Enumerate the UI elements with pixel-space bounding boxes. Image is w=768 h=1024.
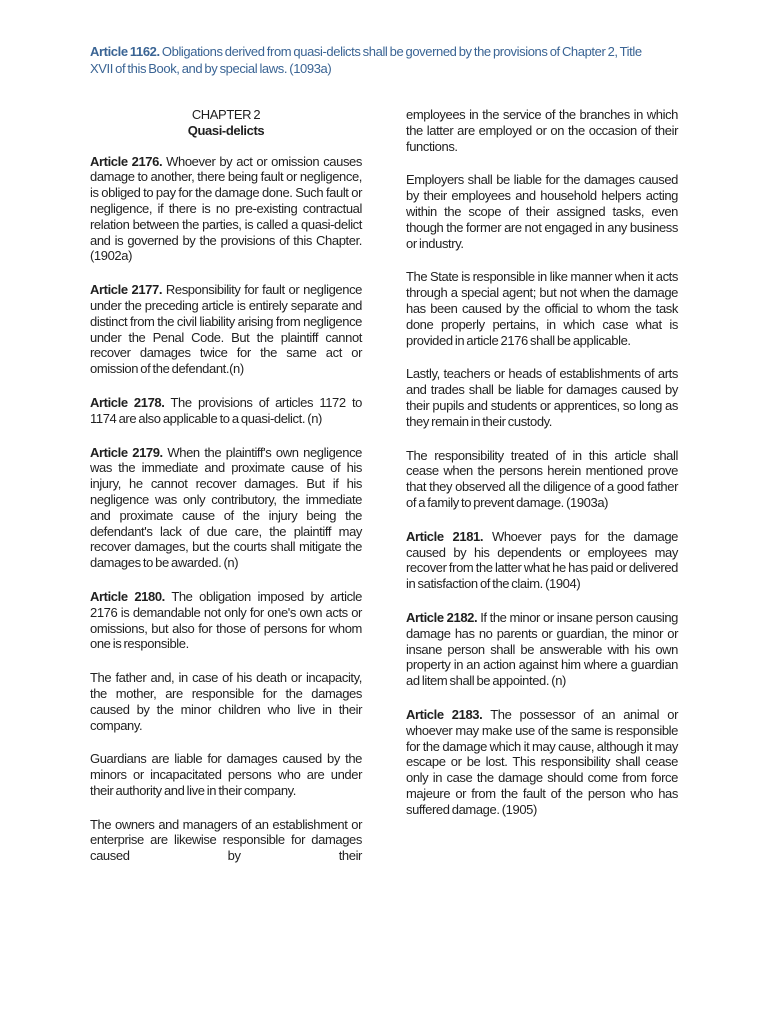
article-1162-label: Article 1162. (90, 44, 160, 59)
article-2180-text: The obligation imposed by article 2176 is demandable not only for one's own acts or omissions, but also for those of persons for whom one is responsible. (90, 588, 362, 652)
article-2181-label: Article 2181. (406, 528, 484, 544)
owners-liability-continued-text: employees in the service of the branches in which the latter are employed or on the occasion of their functions. (406, 107, 678, 154)
article-2176-paragraph (90, 154, 362, 265)
parents-liability-paragraph (90, 670, 362, 733)
owners-liability-continued-paragraph (406, 107, 678, 154)
article-2179-label: Article 2179. (90, 444, 163, 460)
article-2177-text: Responsibility for fault or negligence under the preceding article is entirely separate and distinct from the civil liability arising from negligence under the Penal Code. But the plaintiff cannot recover damages twice for the same act or omission of the defendant.(n) (90, 282, 363, 377)
article-2182-label: Article 2182. (406, 609, 478, 625)
article-2182-text: If the minor or insane person causing damage has no parents or guardian, the minor or insane person shall be answerable with his own property in an action against him where a guardian ad litem shall be appointed. (n) (406, 609, 678, 689)
article-1162-text: Obligations derived from quasi-delicts shall be governed by the provisions of Chapter 2, Title XVII of this Book, and by special laws. (1093a) (90, 44, 642, 76)
left-column (90, 107, 362, 882)
article-2183-label: Article 2183. (406, 706, 483, 722)
article-2176-text: Whoever by act or omission causes damage to another, there being fault or negligence, is obliged to pay for the damage done. Such fault or negligence, if there is no pre-existing contractual relation between the parties, is called a quasi-delict and is governed by the provisions of this Chapter. (1902a) (90, 153, 362, 264)
article-2179-paragraph (90, 445, 362, 571)
right-column (406, 107, 678, 835)
chapter-heading (90, 107, 362, 139)
teachers-liability-paragraph (406, 366, 678, 429)
article-1162-intro (90, 43, 662, 77)
article-2177-label: Article 2177. (90, 282, 163, 298)
chapter-title: Quasi-delicts (187, 122, 265, 138)
diligence-defense-paragraph (406, 448, 678, 511)
article-2180-paragraph (90, 589, 362, 652)
article-2178-text: The provisions of articles 1172 to 1174 are also applicable to a quasi-delict. (n) (90, 394, 363, 426)
article-2181-paragraph (406, 529, 678, 592)
teachers-liability-text: Lastly, teachers or heads of establishments of arts and trades shall be liable for damages caused by their pupils and students or apprentices, so long as they remain in their custody. (406, 366, 678, 429)
guardians-liability-text: Guardians are liable for damages caused by the minors or incapacitated persons who are under their authority and live in their company. (90, 751, 362, 798)
state-liability-paragraph (406, 269, 678, 348)
state-liability-text: The State is responsible in like manner when it acts through a special agent; but not when the damage has been caused by the official to whom the task done properly pertains, in which case what is provided in article 2176 shall be applicable. (406, 269, 678, 348)
owners-liability-text: The owners and managers of an establishment or enterprise are likewise responsible for damages caused by their (90, 816, 362, 864)
article-2178-label: Article 2178. (90, 394, 165, 410)
article-2179-text: When the plaintiff's own negligence was the immediate and proximate cause of his injury, he cannot recover damages. But if his negligence was only contributory, the immediate and proximate cause of the injury being the defendant's lack of due care, the plaintiff may recover damages, but the courts shall mitigate the damages to be awarded. (n) (90, 444, 363, 571)
guardians-liability-paragraph (90, 751, 362, 798)
article-2177-paragraph (90, 282, 362, 377)
article-2181-text: Whoever pays for the damage caused by his dependents or employees may recover from the latter what he has paid or delivered in satisfaction of the claim. (1904) (406, 528, 678, 592)
article-2176-label: Article 2176. (90, 153, 163, 169)
chapter-number: CHAPTER 2 (191, 107, 261, 122)
article-2182-paragraph (406, 610, 678, 689)
diligence-defense-text: The responsibility treated of in this article shall cease when the persons herein mentioned prove that they observed all the diligence of a good father of a family to prevent damage. (1903a) (406, 447, 678, 510)
article-2183-text: The possessor of an animal or whoever may make use of the same is responsible for the damage which it may cause, although it may escape or be lost. This responsibility shall cease only in case the damage should come from force majeure or from the fault of the person who has suffered damage. (1905) (406, 706, 678, 817)
article-2183-paragraph (406, 707, 678, 818)
parents-liability-text: The father and, in case of his death or incapacity, the mother, are responsible for the damages caused by the minor children who live in their company. (90, 670, 362, 733)
owners-liability-paragraph (90, 817, 362, 864)
article-2180-label: Article 2180. (90, 588, 165, 604)
article-2178-paragraph (90, 395, 362, 427)
employers-liability-paragraph (406, 172, 678, 251)
employers-liability-text: Employers shall be liable for the damages caused by their employees and household helpers acting within the scope of their assigned tasks, even though the former are not engaged in any business or industry. (406, 172, 678, 251)
